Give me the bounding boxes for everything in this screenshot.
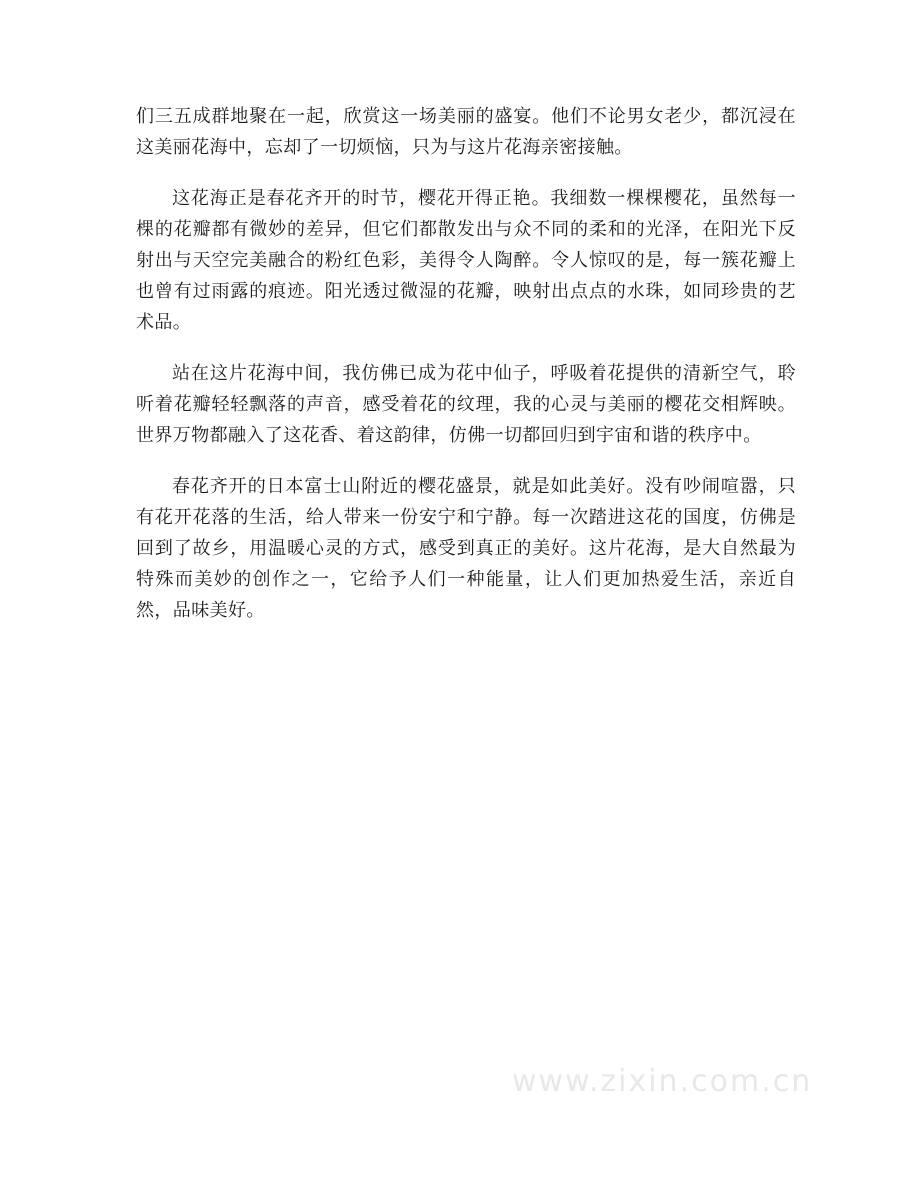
paragraph-cherry-blossom: 这花海正是春花齐开的时节，樱花开得正艳。我细数一棵棵樱花，虽然每一棵的花瓣都有微妙的差异，但它们都散发出与众不同的柔和的光泽，在阳光下反射出与天空完美融合的粉红色彩，美得令人陶醉。令人惊叹的是，每一簇花瓣上也曾有过雨露的痕迹。阳光透过微湿的花瓣，映射出点点的水珠，如同珍贵的艺术品。	[136, 188, 796, 333]
paragraph-continuation: 们三五成群地聚在一起，欣赏这一场美丽的盛宴。他们不论男女老少，都沉浸在这美丽花海中，忘却了一切烦恼，只为与这片花海亲密接触。	[136, 106, 796, 158]
paragraph-flower-fairy: 站在这片花海中间，我仿佛已成为花中仙子，呼吸着花提供的清新空气，聆听着花瓣轻轻飘落的声音，感受着花的纹理，我的心灵与美丽的樱花交相辉映。世界万物都融入了这花香、着这韵律，仿佛一切都回归到宇宙和谐的秩序中。	[136, 363, 796, 446]
paragraph-conclusion: 春花齐开的日本富士山附近的樱花盛景，就是如此美好。没有吵闹喧嚣，只有花开花落的生活，给人带来一份安宁和宁静。每一次踏进这花的国度，仿佛是回到了故乡，用温暖心灵的方式，感受到真正的美好。这片花海，是大自然最为特殊而美妙的创作之一，它给予人们一种能量，让人们更加热爱生活，亲近自然，品味美好。	[136, 476, 796, 621]
document-body	[136, 101, 796, 646]
watermark-text: www.zixin.com.cn	[512, 1064, 813, 1099]
